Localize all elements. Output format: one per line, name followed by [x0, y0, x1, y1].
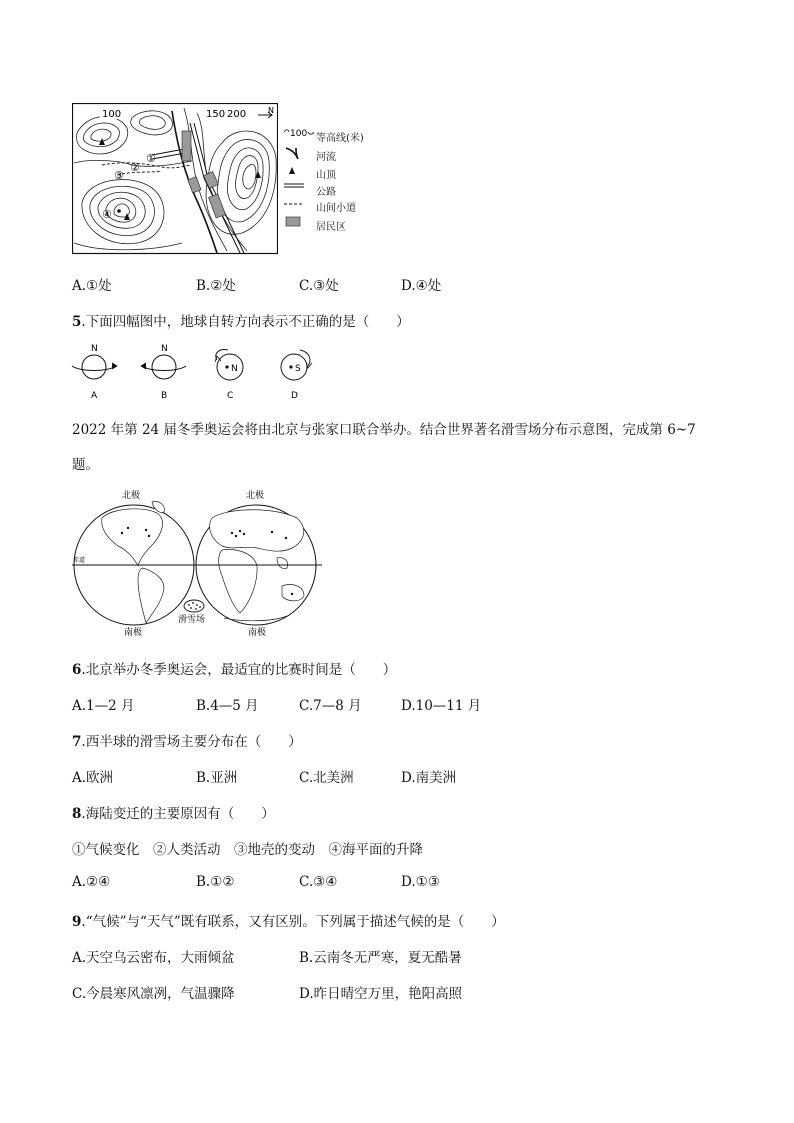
contour-label-150: 150	[206, 109, 226, 120]
q4-option-b[interactable]: B.②处	[196, 278, 236, 294]
north-pole-left: 北极	[122, 491, 141, 501]
q4-option-a[interactable]: A.①处	[72, 278, 112, 294]
diagram-a-caption: A	[91, 391, 98, 401]
q6-option-d[interactable]: D.10—11 月	[401, 698, 482, 714]
north-label: N	[268, 106, 274, 115]
q9-option-a[interactable]: A.天空乌云密布，大雨倾盆	[72, 950, 235, 966]
diagram-a-top: N	[91, 344, 98, 354]
legend-river-label: 河流	[316, 152, 336, 163]
equator-label: 赤道	[73, 557, 86, 564]
q8-option-d[interactable]: D.①③	[401, 874, 440, 890]
legend-contour-value: 100	[290, 129, 308, 139]
q4-option-d[interactable]: D.④处	[401, 278, 442, 294]
river-icon	[286, 148, 298, 159]
diagram-b-caption: B	[161, 391, 168, 401]
world-map	[72, 488, 322, 640]
settlement-icon	[286, 217, 300, 226]
point-label-2: ②	[130, 161, 140, 174]
ski-resort-legend-icon	[184, 600, 204, 612]
q4-option-c[interactable]: C.③处	[299, 278, 339, 294]
q7-number: 7	[72, 734, 82, 750]
q6-stem	[72, 658, 396, 678]
q9-option-d[interactable]: D.昨日晴空万里，艳阳高照	[299, 986, 463, 1002]
q9-option-c[interactable]: C.今晨寒风凛冽，气温骤降	[72, 986, 235, 1002]
q8-option-c[interactable]: C.③④	[299, 874, 338, 890]
q6-number: 6	[72, 662, 82, 678]
q5-stem	[72, 310, 410, 330]
q7-option-a[interactable]: A.欧洲	[72, 770, 114, 786]
diagram-c-caption: C	[227, 391, 234, 401]
q8-option-a[interactable]: A.②④	[72, 874, 111, 890]
arrow-icon	[112, 363, 117, 369]
q7-option-d[interactable]: D.南美洲	[401, 770, 457, 786]
q8-choices: ①气候变化 ②人类活动 ③地壳的变动 ④海平面的升降	[72, 842, 423, 858]
q9-option-b[interactable]: B.云南冬无严寒，夏无酷暑	[299, 950, 462, 966]
q8-text: .海陆变迁的主要原因有（ ）	[81, 806, 275, 822]
q6-option-a[interactable]: A.1—2 月	[72, 698, 135, 714]
q7-text: .西半球的滑雪场主要分布在（ ）	[81, 734, 302, 750]
south-pole-left: 南极	[124, 628, 143, 638]
contour-map	[72, 103, 278, 255]
legend-road-label: 公路	[316, 187, 336, 198]
q7-option-c[interactable]: C.北美洲	[299, 770, 354, 786]
q9-stem	[72, 910, 505, 930]
q9-number: 9	[72, 914, 82, 930]
intro-line-2: 题。	[72, 457, 99, 473]
south-pole-right: 南极	[248, 628, 267, 638]
diagram-b-top: N	[161, 344, 168, 354]
legend-trail-label: 山间小道	[316, 203, 356, 214]
diagram-d-inside: S	[295, 364, 301, 374]
q6-option-b[interactable]: B.4—5 月	[196, 698, 259, 714]
intro-line-1: 2022 年第 24 届冬季奥运会将由北京与张家口联合举办。结合世界著名滑雪场分布示意图，完成第 6~7	[72, 422, 696, 438]
arrow-icon	[141, 363, 146, 369]
legend-contour-label: 等高线(米)	[316, 133, 364, 144]
north-pole-right: 北极	[246, 491, 265, 501]
rotation-diagrams	[70, 340, 330, 402]
q5-number: 5	[72, 314, 82, 330]
q7-option-b[interactable]: B.亚洲	[196, 770, 238, 786]
legend-peak-label: 山顶	[316, 170, 336, 181]
q6-text: .北京举办冬季奥运会，最适宜的比赛时间是（ ）	[81, 662, 397, 678]
q9-text: .“气候”与“天气”既有联系，又有区别。下列属于描述气候的是（ ）	[81, 914, 505, 930]
point-label-1: ①	[146, 152, 156, 165]
q8-number: 8	[72, 806, 82, 822]
peak-icon	[289, 167, 295, 174]
legend-settlement-label: 居民区	[316, 222, 346, 233]
ski-resort-legend-label: 滑雪场	[178, 615, 206, 625]
diagram-c-inside: N	[231, 364, 238, 374]
contour-label-200: 200	[227, 109, 247, 120]
contour-label-100: 100	[102, 109, 122, 120]
q8-option-b[interactable]: B.①②	[196, 874, 235, 890]
q6-option-c[interactable]: C.7—8 月	[299, 698, 362, 714]
point-label-4: ④	[102, 208, 112, 221]
q5-text: .下面四幅图中，地球自转方向表示不正确的是（ ）	[81, 314, 410, 330]
q7-stem	[72, 730, 302, 750]
point-label-3: ③	[114, 169, 124, 182]
diagram-d-caption: D	[291, 391, 298, 401]
q8-stem	[72, 802, 275, 822]
